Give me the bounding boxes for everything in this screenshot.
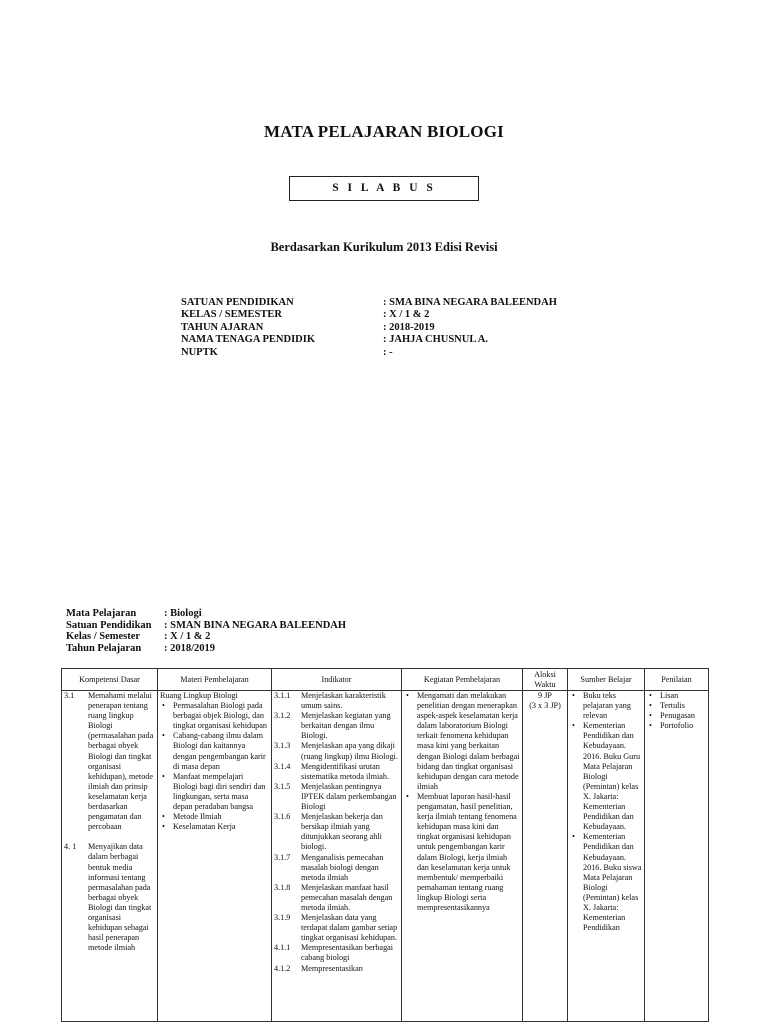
indicator-number: 3.1.7 — [274, 852, 291, 862]
indicator-text: Menjelaskan manfaat hasil pemecahan masalah dengan metoda ilmiah. — [301, 882, 393, 912]
identity-row — [181, 309, 557, 321]
cell-kegiatan — [402, 691, 523, 1022]
sumber-list — [570, 691, 642, 933]
info-value: : 2018/2019 — [164, 642, 216, 654]
course-info-block — [66, 608, 346, 654]
identity-value: : JAHJA CHUSNUL A. — [383, 334, 489, 346]
kd-item — [64, 842, 155, 953]
cell-indikator — [272, 691, 402, 1022]
identity-value: : SMA BINA NEGARA BALEENDAH — [383, 297, 557, 308]
cell-kompetensi-dasar — [62, 691, 158, 1022]
indicator-item — [274, 913, 399, 943]
cell-penilaian — [645, 691, 709, 1022]
indicator-number: 4.1.1 — [274, 943, 291, 953]
indicator-item — [274, 711, 399, 741]
header-kegiatan: Kegiatan Pembelajaran — [402, 669, 523, 691]
indicator-text: Menjelaskan kegiatan yang berkaitan dengan ilmu Biologi. — [301, 711, 391, 741]
identity-row — [181, 334, 557, 346]
curriculum-subtitle: Berdasarkan Kurikulum 2013 Edisi Revisi — [270, 240, 498, 254]
indicator-item — [274, 964, 399, 974]
cell-alokasi — [523, 691, 568, 1022]
kd-text: Menyajikan data dalam berbagai bentuk media informasi tentang permasalahan pada berbagai obyek Biologi dan tingkat organisasi kehidupan sebagai hasil penerapan metode ilmiah — [88, 842, 152, 953]
list-item: • Lisan — [647, 691, 706, 701]
indicator-item — [274, 741, 399, 761]
indicator-item — [274, 812, 399, 852]
list-item: • Tertulis — [647, 701, 706, 711]
indicator-text: Menjelaskan pentingnya IPTEK dalam perkembangan Biologi — [301, 781, 397, 812]
cell-sumber — [568, 691, 645, 1022]
list-item: • Permasalahan Biologi pada berbagai objek Biologi, dan tingkat organisasi kehidupan — [160, 701, 269, 731]
list-item: • Kementerian Pendidikan dan Kebudayaan. 2016. Buku siswa Mata Pelajaran Biologi (Pemintan) kelas X. Jakarta: Kementerian Pendidikan — [570, 832, 642, 933]
indicator-number: 3.1.3 — [274, 741, 291, 751]
identity-row — [181, 322, 557, 334]
silabus-box: S I L A B U S — [289, 176, 479, 201]
header-alokasi: Aloksi Waktu — [523, 669, 568, 691]
page-title: MATA PELAJARAN BIOLOGI — [264, 122, 504, 141]
kd-number: 4. 1 — [64, 842, 77, 852]
info-label: Satuan Pendidikan — [66, 619, 152, 631]
list-item: • Buku teks pelajaran yang relevan — [570, 691, 642, 721]
identity-label: SATUAN PENDIDIKAN — [181, 297, 294, 308]
indicator-number: 4.1.2 — [274, 963, 291, 973]
kd-item — [64, 691, 155, 832]
indicator-number: 3.1.9 — [274, 913, 291, 923]
kegiatan-list — [404, 691, 520, 913]
info-value: : X / 1 & 2 — [164, 631, 211, 642]
indicator-number: 3.1.1 — [274, 691, 291, 700]
info-row — [66, 631, 346, 643]
header-penilaian: Penilaian — [645, 669, 709, 691]
indicator-item — [274, 762, 399, 782]
cell-materi — [158, 691, 272, 1022]
indicator-text: Menjelaskan apa yang dikaji (ruang lingkup) ilmu Biologi. — [301, 741, 398, 761]
header-kompetensi-dasar: Kompetensi Dasar — [62, 669, 158, 691]
indicator-item — [274, 943, 399, 963]
info-row — [66, 643, 346, 655]
penilaian-list — [647, 691, 706, 731]
header-indikator: Indikator — [272, 669, 402, 691]
indicator-text: Mengidentifikasi urutan sistematika metoda ilmiah. — [301, 761, 389, 781]
info-label: Kelas / Semester — [66, 631, 141, 642]
indicator-item — [274, 883, 399, 913]
indicator-text: Mempresentasikan — [301, 963, 363, 973]
list-item: • Manfaat mempelajari Biologi bagi diri sendiri dan lingkungan, serta masa depan peradaban bangsa — [160, 772, 269, 812]
indicator-text: Menjelaskan data yang terdapat dalam gambar setiap tingkat organisasi kehidupan. — [301, 913, 398, 943]
school-identity-block — [181, 297, 557, 359]
info-label: Tahun Pelajaran — [66, 642, 142, 654]
kd-text: Memahami melalui penerapan tentang ruang lingkup Biologi (permasalahan pada berbagai obyek Biologi dan tingkat organisasi kehidupan), metode ilmiah dan prinsip keselamatan kerja berdasarkan pengamatan dan percobaan — [88, 691, 154, 832]
identity-label: KELAS / SEMESTER — [181, 309, 282, 321]
indicator-number: 3.1.6 — [274, 812, 291, 822]
list-item: • Kementerian Pendidikan dan Kebudayaan. 2016. Buku Guru Mata Pelajaran Biologi (Pemintan) kelas X. Jakarta: Kementerian Pendidikan dan Kebudayaan. — [570, 721, 642, 832]
indicator-text: Mempresentasikan berbagai cabang biologi — [301, 943, 394, 963]
indicator-number: 3.1.2 — [274, 711, 291, 721]
identity-row — [181, 347, 557, 359]
list-item: • Cabang-cabang ilmu dalam Biologi dan kaitannya dengan pengembangan karir di masa depan — [160, 731, 269, 771]
info-value: : Biologi — [164, 608, 202, 619]
header-sumber: Sumber Belajar — [568, 669, 645, 691]
indicator-number: 3.1.8 — [274, 882, 291, 892]
indicator-item — [274, 691, 399, 711]
identity-value: : - — [383, 346, 393, 358]
list-item: • Mengamati dan melakukan penelitian dengan menerapkan aspek-aspek keselamatan kerja dalam laboratorium Biologi terkait fenomena kehidupan masa kini yang berkaitan dengan Biologi dalam berbagai bidang dan tingkat organisasi kehidupan dengan cara metode ilmiah — [404, 691, 520, 792]
syllabus-table — [61, 668, 709, 1022]
indicator-text: Menjelaskan bekerja dan bersikap ilmiah yang ditunjukkan seorang ahli biologi. — [301, 812, 383, 852]
indicator-item — [274, 782, 399, 812]
alokasi-detail: (3 x 3 JP) — [529, 701, 561, 711]
materi-heading: Ruang Lingkup Biologi — [160, 691, 238, 700]
alokasi-jp: 9 JP — [538, 691, 552, 700]
identity-value: : 2018-2019 — [383, 321, 435, 333]
indicator-text: Menganalisis pemecahan masalah biologi dengan metoda ilmiah — [301, 852, 384, 882]
info-row — [66, 608, 346, 620]
info-value: : SMAN BINA NEGARA BALEENDAH — [164, 619, 347, 631]
indicator-number: 3.1.5 — [274, 781, 291, 791]
identity-value: : X / 1 & 2 — [383, 309, 430, 321]
identity-row — [181, 297, 557, 309]
identity-label: NAMA TENAGA PENDIDIK — [181, 334, 315, 346]
info-label: Mata Pelajaran — [66, 608, 137, 619]
materi-list — [160, 701, 269, 832]
indicator-number: 3.1.4 — [274, 761, 291, 771]
table-header-row — [62, 669, 709, 691]
identity-label: TAHUN AJARAN — [181, 321, 264, 333]
list-item: • Membuat laporan hasil-hasil pengamatan, hasil penelitian, kerja ilmiah tentang fenomena kehidupan masa kini dan tingkat organisasi kehidupan untuk pengembangan karir dalam Biologi, kerja ilmiah dan keselamatan kerja untuk membentuk/ memperbaiki pemahaman tentang ruang lingkup Biologi serta mempresentasikannya — [404, 792, 520, 913]
table-row — [62, 691, 709, 1022]
identity-label: NUPTK — [181, 346, 218, 358]
list-item: • Keselamatan Kerja — [160, 822, 269, 832]
kd-number: 3.1 — [64, 691, 75, 700]
indicator-item — [274, 853, 399, 883]
list-item: • Metode Ilmiah — [160, 812, 269, 822]
header-materi: Materi Pembelajaran — [158, 669, 272, 691]
info-row — [66, 620, 346, 632]
list-item: • Penugasan — [647, 711, 706, 721]
indicator-text: Menjelaskan karakteristik umum sains. — [301, 691, 386, 711]
list-item: • Portofolio — [647, 721, 706, 731]
